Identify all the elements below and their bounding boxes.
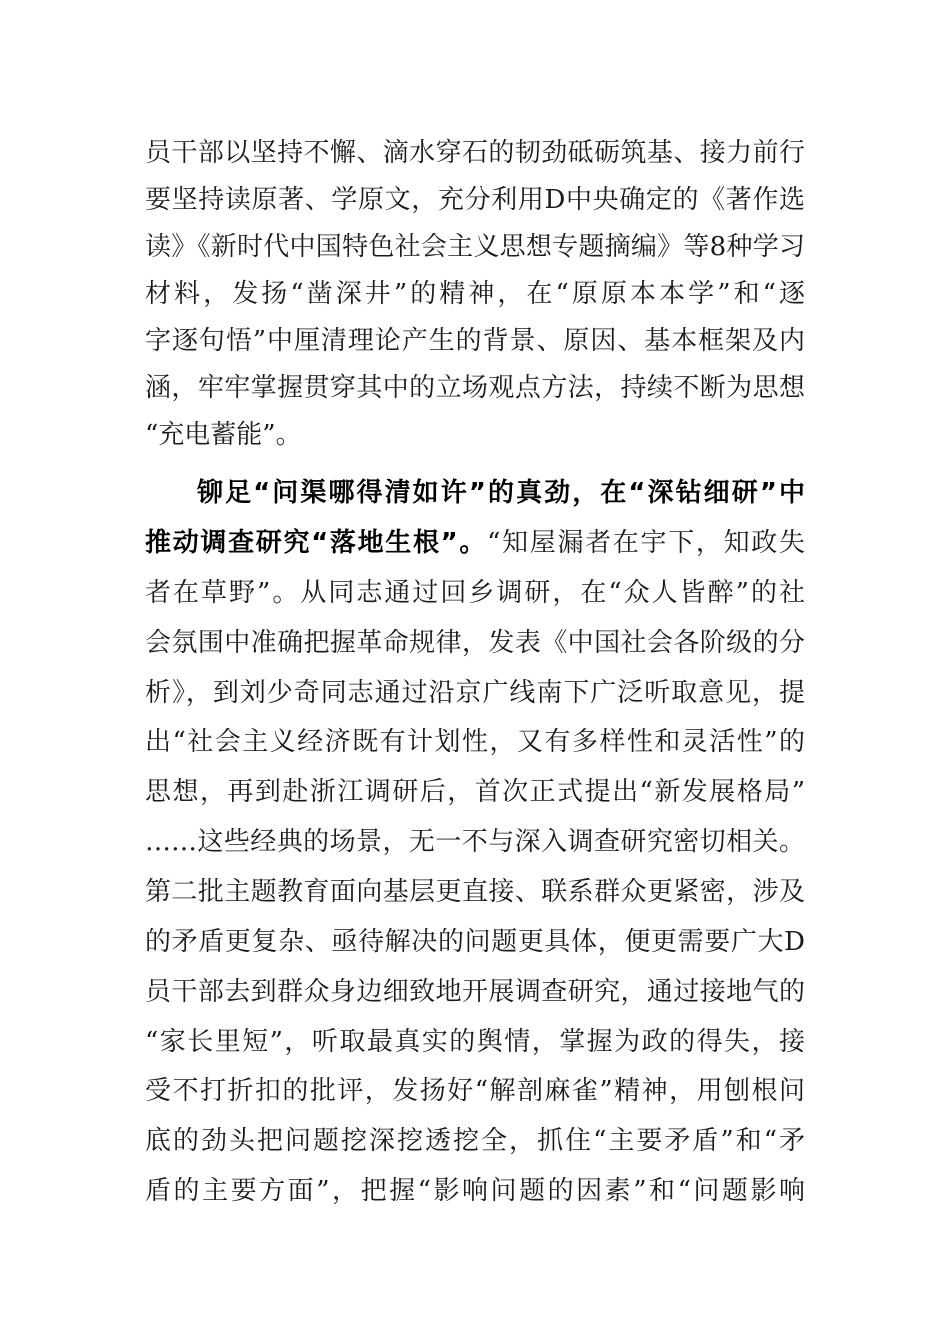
text-line: 员干部以坚持不懈、滴水穿石的韧劲砥砺筑基、接力前行 xyxy=(145,138,805,168)
text-line xyxy=(145,523,805,563)
text-line: 者在草野”。从同志通过回乡调研，在“众人皆醉”的社 xyxy=(145,578,805,608)
text-line: 读》《新时代中国特色社会主义思想专题摘编》等8种学习 xyxy=(145,232,805,262)
text-line: “家长里短”，听取最真实的舆情，掌握为政的得失，接 xyxy=(145,1027,805,1057)
text-line: 会氛围中准确把握革命规律，发表《中国社会各阶级的分 xyxy=(145,628,805,658)
text-span: “知屋漏者在宇下，知政失 xyxy=(487,528,805,558)
text-line: 字逐句悟”中厘清理论产生的背景、原因、基本框架及内 xyxy=(145,326,805,356)
text-line: 出“社会主义经济既有计划性，又有多样性和灵活性”的 xyxy=(145,727,805,757)
text-line: 受不打折扣的批评，发扬好“解剖麻雀”精神，用刨根问 xyxy=(145,1076,805,1106)
text-line: “充电蓄能”。 xyxy=(145,420,302,450)
text-line: 底的劲头把问题挖深挖透挖全，抓住“主要矛盾”和“矛 xyxy=(145,1126,805,1156)
text-line: 思想，再到赴浙江调研后，首次正式提出“新发展格局” xyxy=(145,777,805,807)
text-line: 析》，到刘少奇同志通过沿京广线南下广泛听取意见，提 xyxy=(145,678,805,708)
text-line: ……这些经典的场景，无一不与深入调查研究密切相关。 xyxy=(145,827,805,857)
text-line: 的矛盾更复杂、亟待解决的问题更具体，便更需要广大D xyxy=(145,927,805,957)
section-heading: 铆足“问渠哪得清如许”的真劲，在“深钻细研”中 xyxy=(197,478,805,508)
text-line: 涵，牢牢掌握贯穿其中的立场观点方法，持续不断为思想 xyxy=(145,373,805,403)
text-line: 员干部去到群众身边细致地开展调查研究，通过接地气的 xyxy=(145,977,805,1007)
text-line: 盾的主要方面”，把握“影响问题的因素”和“问题影响 xyxy=(145,1176,805,1206)
text-line: 第二批主题教育面向基层更直接、联系群众更紧密，涉及 xyxy=(145,877,805,907)
text-line: 要坚持读原著、学原文，充分利用D中央确定的《著作选 xyxy=(145,185,805,215)
text-line: 材料，发扬“凿深井”的精神，在“原原本本学”和“逐 xyxy=(145,279,805,309)
section-heading-continued: 推动调查研究“落地生根”。 xyxy=(145,528,488,558)
